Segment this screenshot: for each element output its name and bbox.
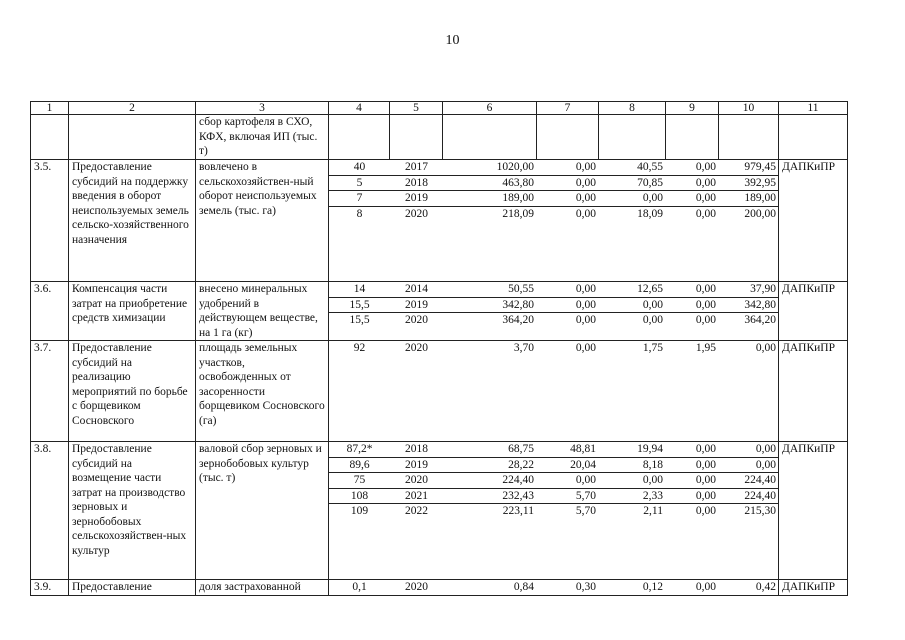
value-cell: 5,70 bbox=[537, 488, 599, 504]
measure-name: Компенсация части затрат на приобретение средств химизации bbox=[69, 282, 196, 341]
value-cell: 342,80 bbox=[719, 297, 779, 313]
value-cell: 1,75 bbox=[642, 342, 663, 354]
value-cell: 1020,00 bbox=[443, 160, 537, 175]
value-cell: 87,2* bbox=[329, 442, 390, 457]
empty-cell bbox=[69, 115, 196, 160]
page-number: 10 bbox=[445, 33, 460, 48]
values-subtable bbox=[329, 580, 779, 595]
value-cell: 92 bbox=[353, 342, 366, 354]
empty-cell bbox=[443, 115, 537, 160]
value-cell: 18,09 bbox=[637, 207, 663, 220]
value-cell: 0,00 bbox=[666, 442, 719, 457]
value-cell: 19,94 bbox=[599, 442, 666, 457]
value-cell: 0,00 bbox=[666, 282, 719, 297]
executor-cell: ДАПКиПР bbox=[779, 341, 848, 442]
values-cell bbox=[329, 341, 779, 442]
value-cell: 2,11 bbox=[643, 505, 663, 517]
value-cell: 0,00 bbox=[575, 342, 596, 354]
value-cell: 0,00 bbox=[599, 297, 666, 313]
header-cell: 6 bbox=[443, 102, 537, 115]
value-cell: 0,00 bbox=[537, 282, 599, 297]
value-line bbox=[329, 175, 779, 191]
value-cell: 0,00 bbox=[666, 175, 719, 191]
value-cell: 200,00 bbox=[744, 207, 776, 220]
header-cell: 5 bbox=[390, 102, 443, 115]
values-subtable bbox=[329, 160, 779, 221]
value-cell: 0,84 bbox=[513, 581, 534, 593]
value-cell: 2018 bbox=[390, 175, 443, 191]
empty-cell bbox=[537, 115, 599, 160]
value-cell: 15,5 bbox=[329, 297, 390, 313]
value-line bbox=[329, 580, 779, 595]
value-line bbox=[329, 206, 779, 221]
value-line bbox=[329, 282, 779, 297]
indicator-cell: сбор картофеля в СХО, КФХ, включая ИП (тыс. т) bbox=[196, 115, 329, 160]
value-line bbox=[329, 442, 779, 457]
value-cell: 40,55 bbox=[599, 160, 666, 175]
value-cell: 2014 bbox=[390, 282, 443, 297]
value-cell: 0,00 bbox=[575, 314, 596, 326]
empty-cell bbox=[599, 115, 666, 160]
value-cell: 0,00 bbox=[695, 207, 716, 220]
value-cell: 12,65 bbox=[599, 282, 666, 297]
value-cell: 0,00 bbox=[575, 207, 596, 220]
value-cell: 0,00 bbox=[666, 457, 719, 473]
value-cell: 2021 bbox=[390, 488, 443, 504]
header-cell: 9 bbox=[666, 102, 719, 115]
value-cell: 0,30 bbox=[575, 581, 596, 593]
header-row bbox=[31, 102, 848, 115]
values-cell bbox=[329, 442, 779, 580]
value-cell: 0,42 bbox=[755, 581, 776, 593]
value-cell: 0,00 bbox=[695, 581, 716, 593]
value-cell: 0,00 bbox=[537, 160, 599, 175]
value-cell: 2020 bbox=[405, 581, 428, 593]
value-cell: 189,00 bbox=[443, 191, 537, 207]
measure-number: 3.6. bbox=[31, 282, 69, 341]
value-cell: 68,75 bbox=[443, 442, 537, 457]
value-cell: 1,95 bbox=[695, 342, 716, 354]
value-cell: 0,12 bbox=[642, 581, 663, 593]
executor-cell: ДАПКиПР bbox=[779, 160, 848, 282]
header-cell: 3 bbox=[196, 102, 329, 115]
value-cell: 15,5 bbox=[349, 314, 370, 326]
values-cell bbox=[329, 160, 779, 282]
value-cell: 342,80 bbox=[443, 297, 537, 313]
header-cell: 4 bbox=[329, 102, 390, 115]
value-cell: 364,20 bbox=[502, 314, 534, 326]
value-cell: 2022 bbox=[405, 505, 428, 517]
value-cell: 0,00 bbox=[642, 314, 663, 326]
values-cell bbox=[329, 580, 779, 596]
value-cell: 0,00 bbox=[666, 297, 719, 313]
measure-indicator: площадь земельных участков, освобожденных от засоренности борщевиком Сосновского (га) bbox=[196, 341, 329, 442]
values-subtable bbox=[329, 341, 779, 356]
value-line bbox=[329, 160, 779, 175]
empty-cell bbox=[719, 115, 779, 160]
value-cell: 2017 bbox=[390, 160, 443, 175]
executor-cell: ДАПКиПР bbox=[779, 282, 848, 341]
value-cell: 0,00 bbox=[537, 473, 599, 489]
value-cell: 2019 bbox=[390, 457, 443, 473]
measure-indicator: валовой сбор зерновых и зернобобовых культур (тыс. т) bbox=[196, 442, 329, 580]
value-cell: 224,40 bbox=[719, 473, 779, 489]
value-cell: 0,00 bbox=[755, 342, 776, 354]
value-cell: 20,04 bbox=[537, 457, 599, 473]
value-cell: 0,00 bbox=[666, 160, 719, 175]
measure-row bbox=[31, 282, 848, 341]
value-cell: 2020 bbox=[405, 207, 428, 220]
value-line bbox=[329, 504, 779, 519]
value-cell: 0,00 bbox=[666, 473, 719, 489]
measure-name: Предоставление субсидий на возмещение части затрат на производство зерновых и зернобобовых сельскохозяйствен-ных культур bbox=[69, 442, 196, 580]
measure-name: Предоставление субсидий на реализацию мероприятий по борьбе с борщевиком Сосновского bbox=[69, 341, 196, 442]
header-cell: 11 bbox=[779, 102, 848, 115]
value-line bbox=[329, 191, 779, 207]
program-table bbox=[30, 101, 848, 596]
executor-cell: ДАПКиПР bbox=[779, 442, 848, 580]
value-cell: 40 bbox=[329, 160, 390, 175]
value-cell: 7 bbox=[329, 191, 390, 207]
value-cell: 0,00 bbox=[537, 191, 599, 207]
header-cell: 1 bbox=[31, 102, 69, 115]
value-cell: 5,70 bbox=[575, 505, 596, 517]
continuation-row bbox=[31, 115, 848, 160]
value-cell: 8,18 bbox=[599, 457, 666, 473]
value-cell: 0,00 bbox=[719, 457, 779, 473]
value-cell: 218,09 bbox=[502, 207, 534, 220]
empty-cell bbox=[666, 115, 719, 160]
value-cell: 0,00 bbox=[537, 175, 599, 191]
value-line bbox=[329, 457, 779, 473]
value-cell: 75 bbox=[329, 473, 390, 489]
measure-number: 3.7. bbox=[31, 341, 69, 442]
header-cell: 7 bbox=[537, 102, 599, 115]
header-cell: 8 bbox=[599, 102, 666, 115]
measure-indicator: доля застрахованной bbox=[196, 580, 329, 596]
value-cell: 50,55 bbox=[443, 282, 537, 297]
value-cell: 224,40 bbox=[719, 488, 779, 504]
header-cell: 10 bbox=[719, 102, 779, 115]
value-cell: 5 bbox=[329, 175, 390, 191]
measure-number: 3.5. bbox=[31, 160, 69, 282]
value-cell: 364,20 bbox=[744, 314, 776, 326]
value-cell: 2020 bbox=[405, 342, 428, 354]
value-cell: 2020 bbox=[390, 473, 443, 489]
value-cell: 979,45 bbox=[719, 160, 779, 175]
measure-row bbox=[31, 160, 848, 282]
value-cell: 28,22 bbox=[443, 457, 537, 473]
value-cell: 0,1 bbox=[352, 581, 367, 593]
value-cell: 2019 bbox=[390, 191, 443, 207]
value-cell: 0,00 bbox=[537, 297, 599, 313]
value-cell: 189,00 bbox=[719, 191, 779, 207]
value-cell: 8 bbox=[356, 207, 363, 220]
value-cell: 0,00 bbox=[666, 488, 719, 504]
value-cell: 215,30 bbox=[744, 505, 776, 517]
value-cell: 109 bbox=[350, 505, 369, 517]
empty-cell bbox=[329, 115, 390, 160]
measure-indicator: внесено минеральных удобрений в действующем веществе, на 1 га (кг) bbox=[196, 282, 329, 341]
value-cell: 14 bbox=[329, 282, 390, 297]
value-cell: 70,85 bbox=[599, 175, 666, 191]
measure-indicator: вовлечено в сельскохозяйствен-ный оборот неиспользуемых земель (тыс. га) bbox=[196, 160, 329, 282]
value-cell: 0,00 bbox=[695, 314, 716, 326]
value-cell: 0,00 bbox=[599, 191, 666, 207]
value-cell: 37,90 bbox=[719, 282, 779, 297]
value-cell: 0,00 bbox=[666, 191, 719, 207]
executor-cell: ДАПКиПР bbox=[779, 580, 848, 596]
value-cell: 3,70 bbox=[513, 342, 534, 354]
value-line bbox=[329, 341, 779, 356]
header-cell: 2 bbox=[69, 102, 196, 115]
values-subtable bbox=[329, 442, 779, 519]
value-cell: 2019 bbox=[390, 297, 443, 313]
measure-name: Предоставление bbox=[69, 580, 196, 596]
value-cell: 0,00 bbox=[695, 505, 716, 517]
empty-cell bbox=[31, 115, 69, 160]
value-line bbox=[329, 313, 779, 328]
value-line bbox=[329, 297, 779, 313]
value-cell: 2020 bbox=[405, 314, 428, 326]
value-cell: 0,00 bbox=[599, 473, 666, 489]
value-cell: 0,00 bbox=[719, 442, 779, 457]
values-subtable bbox=[329, 282, 779, 328]
value-cell: 463,80 bbox=[443, 175, 537, 191]
measure-number: 3.8. bbox=[31, 442, 69, 580]
value-cell: 89,6 bbox=[329, 457, 390, 473]
value-cell: 48,81 bbox=[537, 442, 599, 457]
empty-cell bbox=[390, 115, 443, 160]
value-line bbox=[329, 488, 779, 504]
values-cell bbox=[329, 282, 779, 341]
measure-row bbox=[31, 580, 848, 596]
empty-cell bbox=[779, 115, 848, 160]
value-cell: 2018 bbox=[390, 442, 443, 457]
value-cell: 108 bbox=[329, 488, 390, 504]
value-cell: 224,40 bbox=[443, 473, 537, 489]
measure-row bbox=[31, 442, 848, 580]
value-cell: 2,33 bbox=[599, 488, 666, 504]
measure-row bbox=[31, 341, 848, 442]
value-cell: 392,95 bbox=[719, 175, 779, 191]
value-cell: 223,11 bbox=[502, 505, 534, 517]
value-cell: 232,43 bbox=[443, 488, 537, 504]
value-line bbox=[329, 473, 779, 489]
measure-name: Предоставление субсидий на поддержку введения в оборот неиспользуемых земель сельско-хозяйственного назначения bbox=[69, 160, 196, 282]
measure-number: 3.9. bbox=[31, 580, 69, 596]
